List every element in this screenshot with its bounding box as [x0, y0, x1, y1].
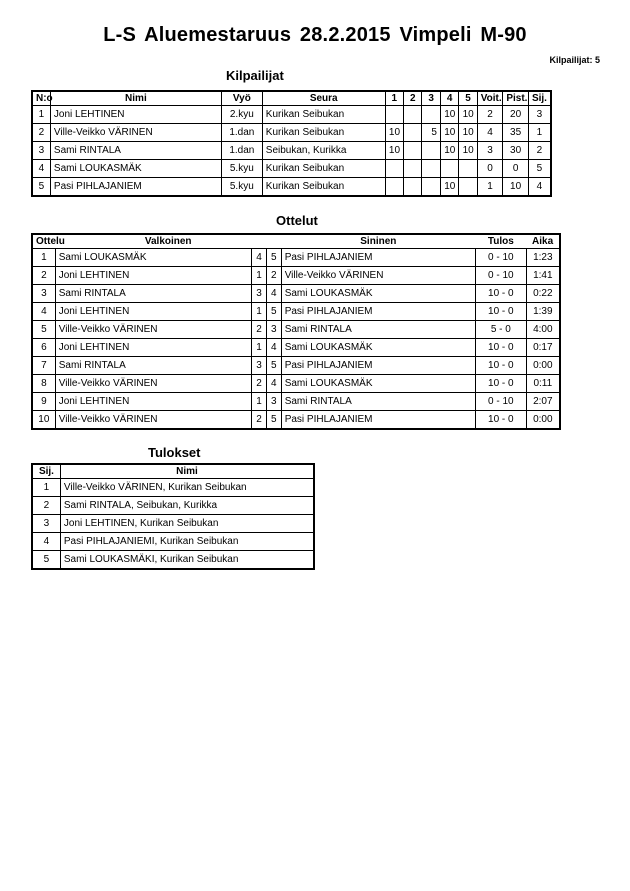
- competitor-points: 10: [503, 178, 529, 197]
- table-row: [32, 160, 551, 178]
- competitor-number: 5: [32, 178, 50, 197]
- match-time: 0:00: [526, 357, 560, 375]
- white-fighter: Sami RINTALA: [55, 285, 251, 303]
- result-name: Sami RINTALA, Seibukan, Kurikka: [60, 497, 314, 515]
- score-vs-1: 10: [385, 142, 403, 160]
- result-name: Ville-Veikko VÄRINEN, Kurikan Seibukan: [60, 479, 314, 497]
- results-table: [31, 463, 315, 570]
- table-row: [32, 303, 560, 321]
- result-name: Pasi PIHLAJANIEMI, Kurikan Seibukan: [60, 533, 314, 551]
- match-result: 0 - 10: [475, 267, 526, 285]
- col-header-opp-4: 4: [440, 91, 458, 106]
- match-number: 9: [32, 393, 55, 411]
- table-row: [32, 339, 560, 357]
- white-number: 3: [252, 357, 267, 375]
- score-vs-4: [440, 160, 458, 178]
- col-header-name: Nimi: [60, 464, 314, 479]
- competitor-points: 35: [503, 124, 529, 142]
- col-header-wins: Voit.: [477, 91, 503, 106]
- score-vs-3: [422, 106, 440, 124]
- score-vs-3: [422, 178, 440, 197]
- competitor-number: 4: [32, 160, 50, 178]
- score-vs-1: 10: [385, 124, 403, 142]
- match-number: 4: [32, 303, 55, 321]
- score-vs-4: 10: [440, 106, 458, 124]
- table-row: [32, 267, 560, 285]
- score-vs-5: 10: [459, 106, 477, 124]
- score-vs-2: [404, 178, 422, 197]
- match-number: 8: [32, 375, 55, 393]
- blue-number: 4: [266, 375, 281, 393]
- competitor-points: 20: [503, 106, 529, 124]
- match-result: 0 - 10: [475, 249, 526, 267]
- competitor-place: 3: [528, 106, 551, 124]
- competitor-name: Sami RINTALA: [50, 142, 221, 160]
- competitor-belt: 5.kyu: [221, 178, 262, 197]
- white-number: 4: [252, 249, 267, 267]
- match-time: 1:23: [526, 249, 560, 267]
- competitor-number: 1: [32, 106, 50, 124]
- table-row: [32, 249, 560, 267]
- score-vs-2: [404, 124, 422, 142]
- competitor-club: Kurikan Seibukan: [262, 178, 385, 197]
- white-number: 1: [252, 267, 267, 285]
- result-name: Joni LEHTINEN, Kurikan Seibukan: [60, 515, 314, 533]
- match-time: 0:00: [526, 411, 560, 430]
- score-vs-5: [459, 178, 477, 197]
- blue-number: 3: [266, 393, 281, 411]
- score-vs-2: [404, 160, 422, 178]
- match-result: 0 - 10: [475, 393, 526, 411]
- competitor-number: 2: [32, 124, 50, 142]
- white-fighter: Sami LOUKASMÄK: [55, 249, 251, 267]
- score-vs-5: 10: [459, 124, 477, 142]
- col-header-belt: Vyö: [221, 91, 262, 106]
- score-vs-3: [422, 160, 440, 178]
- col-header-white: Valkoinen: [55, 234, 281, 249]
- match-time: 0:11: [526, 375, 560, 393]
- blue-fighter: Sami LOUKASMÄK: [281, 285, 475, 303]
- competitor-club: Kurikan Seibukan: [262, 106, 385, 124]
- results-section-title: Tulokset: [148, 445, 201, 460]
- white-number: 2: [252, 411, 267, 430]
- white-fighter: Joni LEHTINEN: [55, 303, 251, 321]
- col-header-opp-3: 3: [422, 91, 440, 106]
- white-fighter: Ville-Veikko VÄRINEN: [55, 321, 251, 339]
- col-header-place: Sij.: [528, 91, 551, 106]
- blue-number: 5: [266, 303, 281, 321]
- col-header-name: Nimi: [50, 91, 221, 106]
- score-vs-4: 10: [440, 124, 458, 142]
- col-header-points: Pist.: [503, 91, 529, 106]
- match-number: 3: [32, 285, 55, 303]
- match-number: 6: [32, 339, 55, 357]
- table-row: [32, 285, 560, 303]
- blue-fighter: Pasi PIHLAJANIEM: [281, 357, 475, 375]
- competitor-wins: 1: [477, 178, 503, 197]
- matches-table: [31, 233, 561, 430]
- white-fighter: Sami RINTALA: [55, 357, 251, 375]
- table-row: [32, 178, 551, 197]
- match-result: 10 - 0: [475, 339, 526, 357]
- match-number: 7: [32, 357, 55, 375]
- blue-number: 5: [266, 249, 281, 267]
- result-place: 3: [32, 515, 60, 533]
- white-number: 2: [252, 321, 267, 339]
- score-vs-4: 10: [440, 178, 458, 197]
- match-time: 1:41: [526, 267, 560, 285]
- competitor-number: 3: [32, 142, 50, 160]
- result-place: 2: [32, 497, 60, 515]
- blue-number: 2: [266, 267, 281, 285]
- col-header-club: Seura: [262, 91, 385, 106]
- table-row: [32, 533, 314, 551]
- competitor-points: 30: [503, 142, 529, 160]
- col-header-match: Ottelu: [32, 234, 55, 249]
- white-number: 2: [252, 375, 267, 393]
- score-vs-2: [404, 106, 422, 124]
- matches-header-row: [32, 234, 560, 249]
- white-fighter: Joni LEHTINEN: [55, 339, 251, 357]
- score-vs-3: [422, 142, 440, 160]
- competitors-table: [31, 90, 552, 197]
- table-row: [32, 106, 551, 124]
- match-time: 4:00: [526, 321, 560, 339]
- blue-fighter: Pasi PIHLAJANIEM: [281, 411, 475, 430]
- match-result: 5 - 0: [475, 321, 526, 339]
- result-place: 4: [32, 533, 60, 551]
- competitor-belt: 1.dan: [221, 124, 262, 142]
- score-vs-5: 10: [459, 142, 477, 160]
- score-vs-3: 5: [422, 124, 440, 142]
- competitor-wins: 2: [477, 106, 503, 124]
- competitors-section-title: Kilpailijat: [226, 68, 284, 83]
- match-number: 5: [32, 321, 55, 339]
- competitor-count: Kilpailijat: 5: [549, 55, 600, 65]
- blue-number: 5: [266, 357, 281, 375]
- match-result: 10 - 0: [475, 411, 526, 430]
- blue-number: 3: [266, 321, 281, 339]
- competitor-belt: 5.kyu: [221, 160, 262, 178]
- competitor-wins: 0: [477, 160, 503, 178]
- white-number: 1: [252, 339, 267, 357]
- table-row: [32, 357, 560, 375]
- white-number: 1: [252, 303, 267, 321]
- match-time: 1:39: [526, 303, 560, 321]
- competitor-belt: 1.dan: [221, 142, 262, 160]
- white-fighter: Ville-Veikko VÄRINEN: [55, 375, 251, 393]
- competitor-place: 2: [528, 142, 551, 160]
- score-vs-5: [459, 160, 477, 178]
- match-result: 10 - 0: [475, 357, 526, 375]
- page-title: L-S Aluemestaruus 28.2.2015 Vimpeli M-90: [103, 24, 527, 46]
- col-header-opp-5: 5: [459, 91, 477, 106]
- match-time: 2:07: [526, 393, 560, 411]
- result-place: 5: [32, 551, 60, 570]
- score-vs-2: [404, 142, 422, 160]
- match-number: 2: [32, 267, 55, 285]
- match-result: 10 - 0: [475, 303, 526, 321]
- table-row: [32, 124, 551, 142]
- blue-number: 4: [266, 339, 281, 357]
- competitor-club: Seibukan, Kurikka: [262, 142, 385, 160]
- competitor-wins: 4: [477, 124, 503, 142]
- score-vs-1: [385, 106, 403, 124]
- match-result: 10 - 0: [475, 285, 526, 303]
- white-fighter: Joni LEHTINEN: [55, 267, 251, 285]
- col-header-number: N:o: [32, 91, 50, 106]
- col-header-opp-2: 2: [404, 91, 422, 106]
- table-row: [32, 515, 314, 533]
- result-name: Sami LOUKASMÄKI, Kurikan Seibukan: [60, 551, 314, 570]
- blue-number: 5: [266, 411, 281, 430]
- table-row: [32, 479, 314, 497]
- table-row: [32, 551, 314, 570]
- match-time: 0:22: [526, 285, 560, 303]
- competitor-points: 0: [503, 160, 529, 178]
- col-header-blue: Sininen: [281, 234, 475, 249]
- result-place: 1: [32, 479, 60, 497]
- blue-fighter: Sami LOUKASMÄK: [281, 339, 475, 357]
- blue-fighter: Sami LOUKASMÄK: [281, 375, 475, 393]
- table-row: [32, 411, 560, 430]
- score-vs-1: [385, 160, 403, 178]
- blue-fighter: Ville-Veikko VÄRINEN: [281, 267, 475, 285]
- col-header-place: Sij.: [32, 464, 60, 479]
- competitor-club: Kurikan Seibukan: [262, 160, 385, 178]
- competitor-name: Sami LOUKASMÄK: [50, 160, 221, 178]
- competitor-place: 1: [528, 124, 551, 142]
- score-vs-4: 10: [440, 142, 458, 160]
- blue-fighter: Sami RINTALA: [281, 393, 475, 411]
- competitor-club: Kurikan Seibukan: [262, 124, 385, 142]
- table-row: [32, 375, 560, 393]
- blue-number: 4: [266, 285, 281, 303]
- blue-fighter: Sami RINTALA: [281, 321, 475, 339]
- white-number: 3: [252, 285, 267, 303]
- blue-fighter: Pasi PIHLAJANIEM: [281, 303, 475, 321]
- table-row: [32, 321, 560, 339]
- competitor-place: 5: [528, 160, 551, 178]
- white-fighter: Ville-Veikko VÄRINEN: [55, 411, 251, 430]
- competitor-belt: 2.kyu: [221, 106, 262, 124]
- competitor-name: Pasi PIHLAJANIEM: [50, 178, 221, 197]
- match-number: 10: [32, 411, 55, 430]
- score-vs-1: [385, 178, 403, 197]
- match-time: 0:17: [526, 339, 560, 357]
- table-row: [32, 142, 551, 160]
- table-row: [32, 393, 560, 411]
- white-number: 1: [252, 393, 267, 411]
- col-header-result: Tulos: [475, 234, 526, 249]
- matches-section-title: Ottelut: [276, 213, 318, 228]
- competitors-header-row: [32, 91, 551, 106]
- competitor-place: 4: [528, 178, 551, 197]
- competitor-wins: 3: [477, 142, 503, 160]
- col-header-time: Aika: [526, 234, 560, 249]
- col-header-opp-1: 1: [385, 91, 403, 106]
- blue-fighter: Pasi PIHLAJANIEM: [281, 249, 475, 267]
- white-fighter: Joni LEHTINEN: [55, 393, 251, 411]
- competitor-name: Joni LEHTINEN: [50, 106, 221, 124]
- match-number: 1: [32, 249, 55, 267]
- results-header-row: [32, 464, 314, 479]
- match-result: 10 - 0: [475, 375, 526, 393]
- competitor-name: Ville-Veikko VÄRINEN: [50, 124, 221, 142]
- table-row: [32, 497, 314, 515]
